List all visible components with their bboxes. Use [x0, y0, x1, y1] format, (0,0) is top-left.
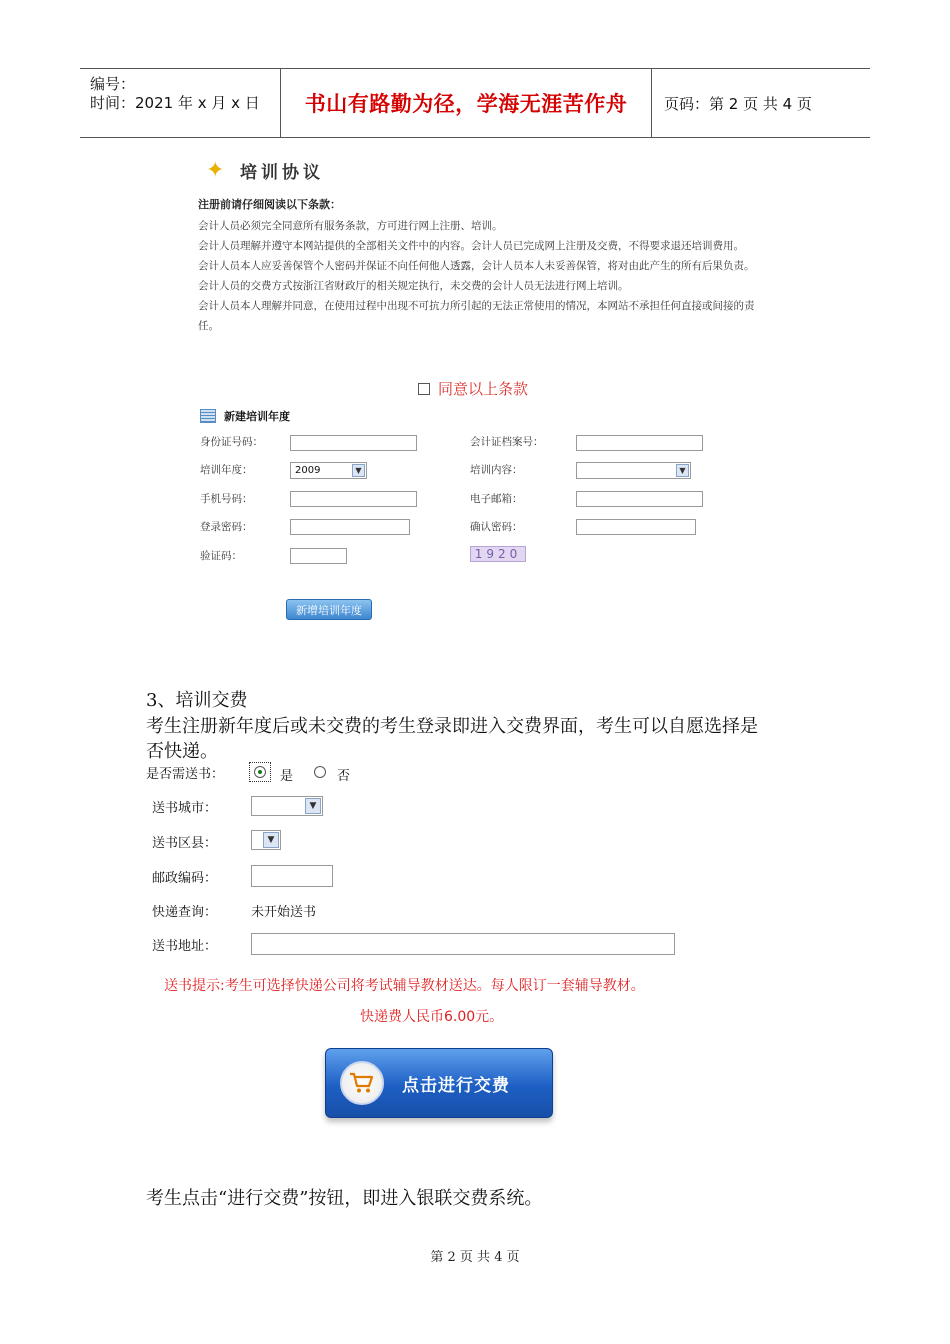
training-content-select[interactable] [576, 462, 691, 479]
training-year-label: 培训年度： [200, 464, 253, 476]
pay-button[interactable] [325, 1048, 553, 1118]
agreement-title-row [202, 158, 324, 183]
chevron-down-icon[interactable]: ▼ [352, 464, 365, 477]
captcha-input[interactable] [290, 548, 347, 564]
delivery-tip-line1: 送书提示:考生可选择快递公司将考试辅导教材送达。每人限订一套辅导教材。 [164, 978, 645, 994]
pay-button-label: 点击进行交费 [402, 1075, 510, 1096]
closing-paragraph: 考生点击“进行交费”按钮，即进入银联交费系统。 [146, 1188, 543, 1209]
agree-checkbox[interactable] [418, 383, 430, 395]
header-motto: 书山有路勤为径，学海无涯苦作舟 [304, 92, 628, 116]
agreement-title: 培训协议 [240, 163, 324, 183]
training-year-value: 2009 [295, 465, 321, 476]
chevron-down-icon[interactable]: ▼ [676, 464, 689, 477]
star-icon: ✦ [206, 157, 225, 183]
header-motto-cell [281, 69, 652, 137]
captcha-label: 验证码： [200, 550, 242, 562]
password-label: 登录密码： [200, 521, 253, 533]
agreement-screenshot [190, 150, 780, 630]
address-input[interactable] [251, 933, 675, 955]
section-paragraph-line1: 考生注册新年度后或未交费的考生登录即进入交费界面，考生可以自愿选择是 [146, 716, 758, 737]
confirm-password-label: 确认密码： [470, 521, 523, 533]
city-select[interactable] [251, 796, 323, 816]
header-page-cell [652, 69, 870, 137]
cert-number-input[interactable] [576, 435, 703, 451]
term-item: 会计人员的交费方式按浙江省财政厅的相关规定执行，未交费的会计人员无法进行网上培训。 [198, 280, 629, 292]
header-meta-cell [80, 69, 281, 137]
chevron-down-icon[interactable]: ▼ [263, 832, 279, 848]
cart-glyph [349, 1072, 375, 1094]
agree-label: 同意以上条款 [438, 380, 529, 398]
phone-input[interactable] [290, 491, 417, 507]
page-header [80, 68, 870, 138]
id-number-input[interactable] [290, 435, 417, 451]
need-book-yes-radio[interactable] [254, 766, 266, 778]
city-label: 送书城市： [152, 801, 218, 816]
training-content-label: 培训内容： [470, 464, 523, 476]
new-year-title-row [200, 408, 290, 424]
list-icon [200, 409, 216, 423]
confirm-password-input[interactable] [576, 519, 696, 535]
district-label: 送书区县： [152, 836, 218, 851]
new-year-title: 新建培训年度 [224, 410, 290, 423]
terms-heading: 注册前请仔细阅读以下条款： [198, 198, 341, 211]
section-heading: 3、培训交费 [146, 690, 248, 711]
add-training-year-button[interactable]: 新增培训年度 [286, 599, 372, 620]
address-label: 送书地址： [152, 939, 218, 954]
need-book-yes-label: 是 [280, 769, 294, 784]
chevron-down-icon[interactable]: ▼ [305, 798, 321, 814]
term-item: 会计人员本人理解并同意，在使用过程中出现不可抗力所引起的无法正常使用的情况，本网站不承担任何直接或间接的责任。 [198, 300, 755, 332]
delivery-tip-line2: 快递费人民币6.00元。 [360, 1009, 504, 1025]
express-query-label: 快递查询： [152, 905, 218, 920]
district-select[interactable] [251, 830, 281, 850]
postcode-input[interactable] [251, 865, 333, 887]
training-year-select[interactable] [290, 462, 367, 479]
cert-number-label: 会计证档案号： [470, 436, 544, 448]
header-time: 时间：2021 年 x 月 x 日 [90, 94, 260, 112]
need-book-label: 是否需送书： [146, 767, 225, 782]
phone-label: 手机号码： [200, 493, 253, 505]
email-label: 电子邮箱： [470, 493, 523, 505]
shopping-cart-icon [340, 1061, 384, 1105]
password-input[interactable] [290, 519, 410, 535]
term-item: 会计人员必须完全同意所有服务条款，方可进行网上注册、培训。 [198, 220, 503, 232]
section-paragraph-line2: 否快递。 [146, 741, 218, 762]
agree-checkbox-row[interactable] [418, 378, 528, 399]
need-book-no-label: 否 [337, 769, 351, 784]
express-status: 未开始送书 [251, 905, 317, 920]
need-book-no-radio[interactable] [314, 766, 326, 778]
terms-list [198, 216, 768, 336]
id-number-label: 身份证号码： [200, 436, 263, 448]
email-input[interactable] [576, 491, 703, 507]
header-number: 编号： [90, 75, 136, 93]
page-footer: 第 2 页 共 4 页 [430, 1250, 520, 1265]
term-item: 会计人员本人应妥善保管个人密码并保证不向任何他人透露，会计人员本人未妥善保管，将对由此产生的所有后果负责。 [198, 260, 755, 272]
header-page-info: 页码：第 2 页 共 4 页 [664, 94, 812, 113]
term-item: 会计人员理解并遵守本网站提供的全部相关文件中的内容。会计人员已完成网上注册及交费，不得要求退还培训费用。 [198, 240, 744, 252]
postcode-label: 邮政编码： [152, 871, 218, 886]
captcha-image[interactable]: 1920 [470, 546, 526, 562]
